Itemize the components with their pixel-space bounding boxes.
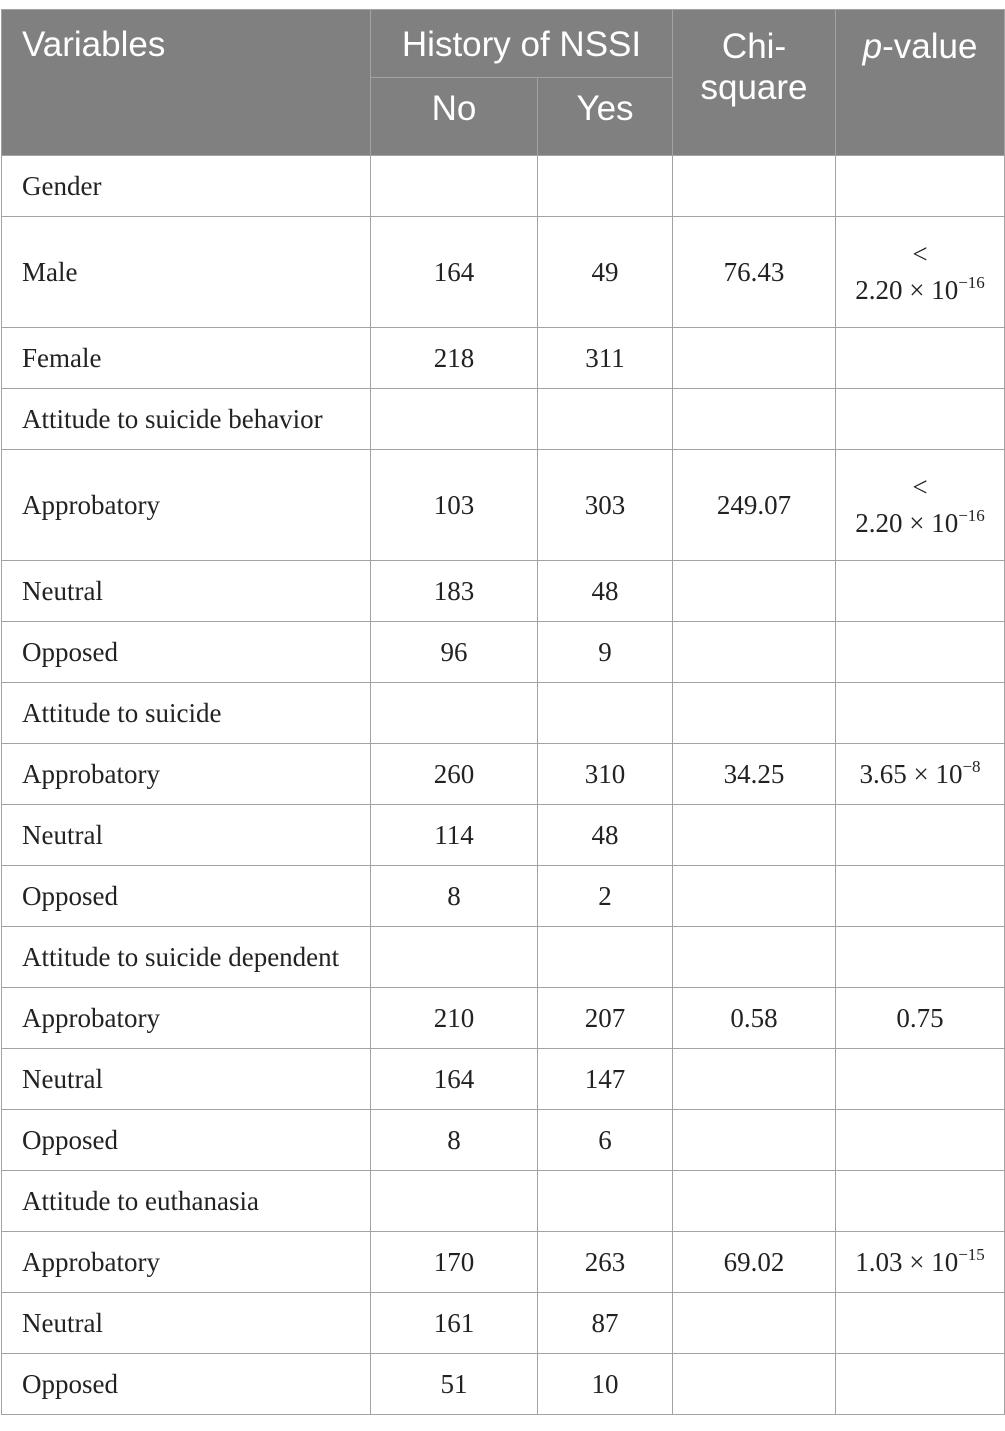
table-row [2,927,1005,988]
cell-chi: 69.02 [673,1232,836,1293]
p-base: 2.20 × 10 [855,275,959,305]
table-row [2,561,1005,622]
cell-p [836,561,1005,622]
header-yes: Yes [538,78,673,156]
cell-yes [538,683,673,744]
cell-no: 114 [371,805,538,866]
cell-chi: 76.43 [673,217,836,328]
cell-p [836,1354,1005,1415]
p-base: 2.20 × 10 [855,508,959,538]
cell-p [836,156,1005,217]
cell-chi [673,805,836,866]
cell-p [836,683,1005,744]
cell-yes: 303 [538,450,673,561]
p-exponent: −8 [962,756,981,776]
cell-chi [673,866,836,927]
cell-no: 51 [371,1354,538,1415]
p-less-than: < [912,472,928,502]
cell-yes: 310 [538,744,673,805]
row-label: Neutral [2,1049,371,1110]
cell-no: 260 [371,744,538,805]
cell-chi: 34.25 [673,744,836,805]
table-row [2,1049,1005,1110]
cell-no: 210 [371,988,538,1049]
row-label: Female [2,328,371,389]
cell-no: 96 [371,622,538,683]
cell-no: 164 [371,1049,538,1110]
table-body [2,156,1005,1415]
cell-yes [538,389,673,450]
cell-p [836,927,1005,988]
cell-yes: 48 [538,805,673,866]
row-label: Neutral [2,805,371,866]
header-p-value [836,10,1005,156]
header-chi-square: Chi-square [673,10,836,156]
table-row [2,1293,1005,1354]
table-row [2,156,1005,217]
row-label: Approbatory [2,744,371,805]
table-row [2,450,1005,561]
cell-no [371,156,538,217]
cell-chi [673,622,836,683]
cell-chi [673,1049,836,1110]
cell-p [836,1110,1005,1171]
table-row [2,1110,1005,1171]
p-exponent: −16 [958,506,985,525]
row-label: Male [2,217,371,328]
table-row [2,1354,1005,1415]
row-label: Attitude to suicide [2,683,371,744]
cell-chi [673,1354,836,1415]
cell-p [836,450,1005,561]
row-label: Attitude to suicide behavior [2,389,371,450]
cell-yes: 9 [538,622,673,683]
p-base: 1.03 × 10 [855,1246,959,1277]
header-history-nssi: History of NSSI [371,10,673,78]
table-row [2,744,1005,805]
cell-no: 103 [371,450,538,561]
cell-no [371,1171,538,1232]
table-row [2,1171,1005,1232]
cell-p [836,217,1005,328]
cell-yes: 49 [538,217,673,328]
table-row [2,988,1005,1049]
row-label: Opposed [2,1354,371,1415]
table-header [2,10,1005,156]
cell-no: 170 [371,1232,538,1293]
cell-yes: 263 [538,1232,673,1293]
header-p-italic: p [862,27,883,66]
cell-chi: 249.07 [673,450,836,561]
cell-yes [538,156,673,217]
cell-no: 8 [371,1110,538,1171]
cell-no: 8 [371,866,538,927]
row-label: Attitude to euthanasia [2,1171,371,1232]
cell-yes: 207 [538,988,673,1049]
cell-chi [673,389,836,450]
cell-p [836,1293,1005,1354]
row-label: Neutral [2,1293,371,1354]
p-less-than: < [912,239,928,269]
cell-yes: 48 [538,561,673,622]
cell-chi [673,156,836,217]
table-row [2,683,1005,744]
row-label: Approbatory [2,988,371,1049]
p-exponent: −16 [958,273,985,292]
cell-no: 161 [371,1293,538,1354]
cell-p [836,1171,1005,1232]
row-label: Opposed [2,622,371,683]
row-label: Opposed [2,866,371,927]
cell-chi [673,1293,836,1354]
header-p-rest: -value [882,27,978,66]
cell-chi [673,1110,836,1171]
cell-yes: 87 [538,1293,673,1354]
cell-yes [538,1171,673,1232]
cell-no [371,683,538,744]
p-exponent: −15 [958,1244,985,1264]
header-no: No [371,78,538,156]
table-row [2,328,1005,389]
cell-yes: 147 [538,1049,673,1110]
cell-p [836,866,1005,927]
cell-p [836,389,1005,450]
row-label: Approbatory [2,450,371,561]
row-label: Neutral [2,561,371,622]
nssi-table [1,9,1005,1415]
cell-no: 183 [371,561,538,622]
table-row [2,866,1005,927]
cell-p [836,622,1005,683]
cell-chi [673,561,836,622]
cell-yes [538,927,673,988]
row-label: Gender [2,156,371,217]
cell-yes: 311 [538,328,673,389]
cell-p [836,744,1005,805]
p-base: 3.65 × 10 [859,758,963,789]
row-label: Attitude to suicide dependent [2,927,371,988]
cell-no: 218 [371,328,538,389]
row-label: Opposed [2,1110,371,1171]
cell-chi [673,1171,836,1232]
cell-chi: 0.58 [673,988,836,1049]
cell-no: 164 [371,217,538,328]
cell-p [836,1049,1005,1110]
cell-yes: 6 [538,1110,673,1171]
row-label: Approbatory [2,1232,371,1293]
table-row [2,389,1005,450]
cell-yes: 2 [538,866,673,927]
cell-chi [673,328,836,389]
cell-chi [673,683,836,744]
cell-p [836,805,1005,866]
table-row [2,805,1005,866]
table-row [2,217,1005,328]
table-row [2,622,1005,683]
cell-p [836,1232,1005,1293]
cell-no [371,389,538,450]
table-row [2,1232,1005,1293]
cell-no [371,927,538,988]
header-variables: Variables [2,10,371,156]
cell-yes: 10 [538,1354,673,1415]
cell-chi [673,927,836,988]
cell-p: 0.75 [836,988,1005,1049]
cell-p [836,328,1005,389]
